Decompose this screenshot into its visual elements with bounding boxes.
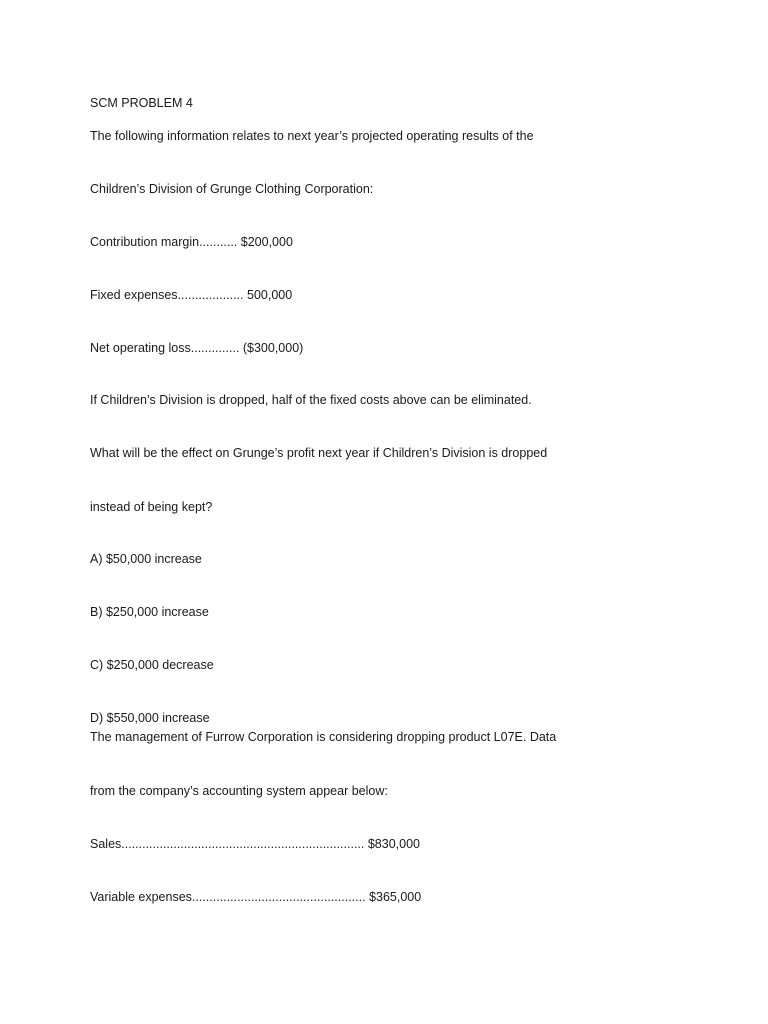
variable-expenses-line: Variable expenses.................................................. $365,000 <box>90 890 422 904</box>
sales-line: Sales...................................................................... $830,000 <box>90 837 420 851</box>
problem1-intro-line2: Children’s Division of Grunge Clothing Corporation: <box>90 182 374 196</box>
problem2-intro-line2: from the company’s accounting system appear below: <box>90 784 388 798</box>
answer-option-d: D) $550,000 increase <box>90 711 210 725</box>
answer-option-b: B) $250,000 increase <box>90 605 209 619</box>
net-operating-loss-line: Net operating loss.............. ($300,000) <box>90 341 304 355</box>
document-heading: SCM PROBLEM 4 <box>90 96 193 110</box>
answer-option-a: A) $50,000 increase <box>90 552 202 566</box>
fixed-expenses-line: Fixed expenses................... 500,000 <box>90 288 293 302</box>
answer-option-c: C) $250,000 decrease <box>90 658 214 672</box>
contribution-margin-line: Contribution margin........... $200,000 <box>90 235 293 249</box>
problem1-question-line1: What will be the effect on Grunge’s profit next year if Children’s Division is dropped <box>90 446 548 460</box>
problem1-condition: If Children’s Division is dropped, half of the fixed costs above can be eliminated. <box>90 393 532 407</box>
problem2-intro-line1: The management of Furrow Corporation is considering dropping product L07E. Data <box>90 730 557 744</box>
problem1-intro-line1: The following information relates to next year’s projected operating results of the <box>90 129 534 143</box>
problem1-question-line2: instead of being kept? <box>90 500 213 514</box>
